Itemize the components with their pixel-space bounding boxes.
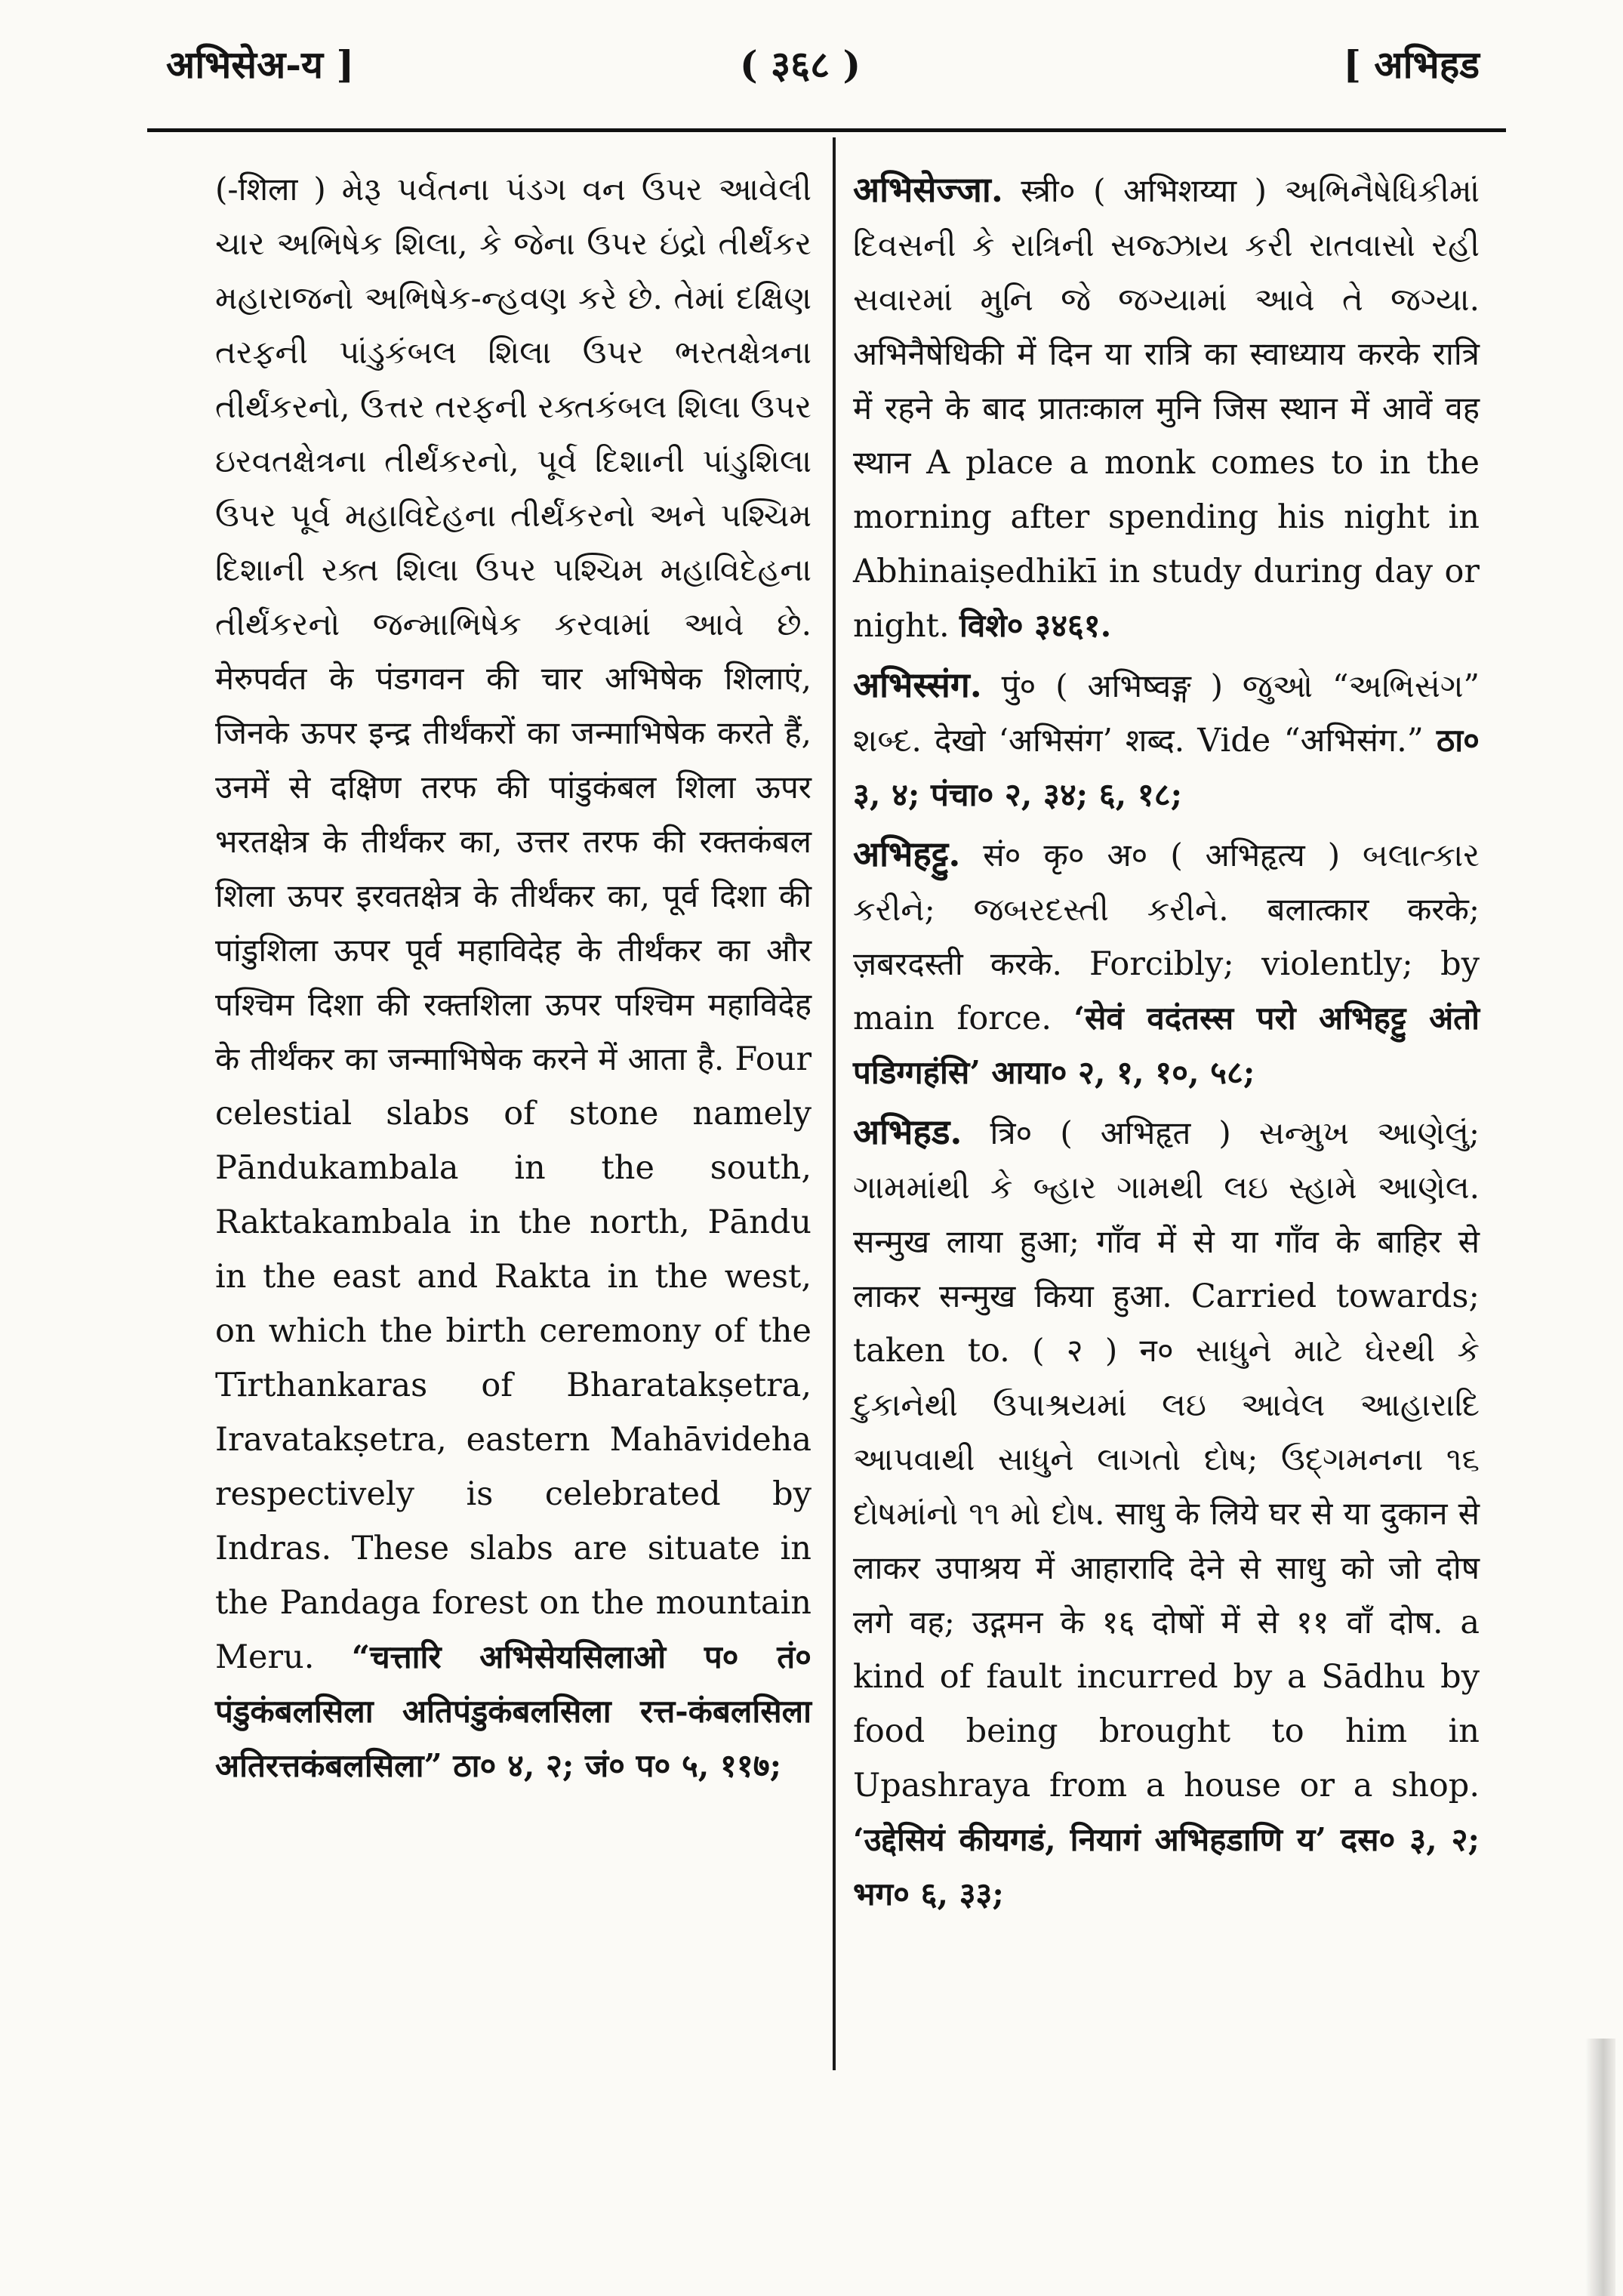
grammar-note: स्त्री० ( अभिशय्या ) xyxy=(1021,172,1267,209)
grammar-note: पुं० ( अभिष्वङ्ग ) xyxy=(1001,667,1224,704)
sense2-gujarati-definition: न० સાધુને માટે ઘેરથી કે દુકાનેથી ઉપાશ્રયમાં લઇ આવેલ આહારાદિ આપવાથી સાધુને લાગતો દોષ; ઉદ્ગમનના ૧૬ દોષમાંનો ૧૧ મો દોષ. xyxy=(853,1332,1480,1532)
entry-continuation xyxy=(215,162,812,1793)
gujarati-definition: અભિનૈષેધિકીમાં દિવસની કે રાત્રિની સજ્ઝાય કરી રાતવાસો રહી સવારમાં મુનિ જે જગ્યામાં આવે તે જગ્યા. xyxy=(853,172,1480,318)
entry-abhissanga xyxy=(853,658,1480,822)
gujarati-definition: સન્મુખ આણેલું; ગામમાંથી કે બ્હાર ગામથી લઇ સ્હામે આણેલ. xyxy=(853,1114,1480,1206)
gujarati-definition: બલાત્કાર કરીને; જબરદસ્તી કરીને. xyxy=(853,837,1480,928)
english-definition: Vide “अभिसंग.” xyxy=(1197,722,1424,760)
page-edge-shadow xyxy=(1585,2039,1615,2296)
header-right-guide-word: [ अभिहड xyxy=(1343,42,1480,87)
sense2-english-definition: a kind of fault incurred by a Sādhu by food being brought to him in Upashraya from a house or a shop. xyxy=(853,1604,1480,1804)
page-number: ( ३६८ ) xyxy=(740,42,861,87)
headword: अभिस्संग. xyxy=(853,664,982,705)
english-definition: Forcibly; violently; by main force. xyxy=(853,945,1480,1037)
english-definition: A place a monk comes to in the morning after spending his night in Abhinaiṣedhikī in study during day or night. xyxy=(853,444,1480,645)
column-divider xyxy=(833,137,836,2070)
page-header xyxy=(166,30,1480,121)
citation: विशे० ३४६१. xyxy=(959,607,1112,644)
citation: ‘सेवं वदंतस्स परो अभिहट्टु अंतो पडिग्गहंसि’ आया० २, १, १०, ५८; xyxy=(853,1000,1480,1091)
citation: “चत्तारि अभिसेयसिलाओ प० तं० पंडुकंबलसिला अतिपंडुकंबलसिला रत्त-कंबलसिला अतिरत्तकंबलसिला” ठा० ४, २; जं० प० ५, ११७; xyxy=(215,1638,812,1784)
hindi-definition: मेरुपर्वत के पंडगवन की चार अभिषेक शिलाएं, जिनके ऊपर इन्द्र तीर्थंकरों का जन्माभिषेक करते हैं, उनमें से दक्षिण तरफ की पांडुकंबल शिला ऊपर भरतक्षेत्र के तीर्थंकर का, उत्तर तरफ की रक्तकंबल शिला ऊपर इरवतक्षेत्र के तीर्थंकर का, पूर्व दिशा की पांडुशिला ऊपर पूर्व महाविदेह के तीर्थंकर का और पश्चिम दिशा की रक्तशिला ऊपर पश्चिम महाविदेह के तीर्थंकर का जन्माभिषेक करने में आता है. xyxy=(215,660,812,1077)
entry-abhisejja xyxy=(853,162,1480,653)
hindi-definition: देखो ‘अभिसंग’ शब्द. xyxy=(934,722,1185,759)
headword: अभिहट्टु. xyxy=(853,834,961,874)
hindi-definition: अभिनैषेधिकी में दिन या रात्रि का स्वाध्याय करके रात्रि में रहने के बाद प्रातःकाल मुनि जिस स्थान में आवें वह स्थान xyxy=(853,335,1480,481)
english-definition: Carried towards; taken to. xyxy=(853,1277,1480,1370)
entry-abhihattu xyxy=(853,827,1480,1100)
headword: अभिहड. xyxy=(853,1111,962,1152)
sense2-hindi-definition: साधु के लिये घर से या दुकान से लाकर उपाश्रय में आहारादि देने से साधु को जो दोष लगे वह; उद्गमन के १६ दोषों में से ११ वाँ दोष. xyxy=(853,1495,1480,1641)
gujarati-definition: (-शिला ) મેરૂ પર્વતના પંડગ વન ઉપર આવેલી ચાર અભિષેક શિલા, કે જેના ઉપર ઇંદ્રો તીર્થંકર મહારાજનો અભિષેક-ન્હવણ કરે છે. તેમાં દક્ષિણ તરફની પાંડુકંબલ શિલા ઉપર ભરતક્ષેત્રના તીર્થંકરનો, ઉત્તર તરફની રક્તકંબલ શિલા ઉપર ઇરવતક્ષેત્રના તીર્થંકરનો, પૂર્વ દિશાની પાંડુશિલા ઉપર પૂર્વ મહાવિદેહના તીર્થંકરનો અને પશ્ચિમ દિશાની રક્ત શિલા ઉપર પશ્ચિમ મહાવિદેહના તીર્થંકરનો જન્માભિષેક કરવામાં આવે છે. xyxy=(215,171,812,643)
english-definition: Four celestial slabs of stone namely Pāndukambala in the south, Raktakambala in the north, Pāndu in the east and Rakta in the west, on which the birth ceremony of the Tīrthankaras of Bharatakṣetra, Iravatakṣetra, eastern Mahāvideha respectively is celebrated by Indras. These slabs are situate in the Pandaga forest on the mountain Meru. xyxy=(215,1040,812,1676)
left-column xyxy=(215,162,812,1798)
sense-number: ( २ ) xyxy=(1032,1332,1118,1369)
citation: ठा० ३, ४; पंचा० २, ३४; ६, १८; xyxy=(853,722,1480,813)
headword: अभिसेज्जा. xyxy=(853,169,1003,210)
header-rule xyxy=(147,128,1506,132)
hindi-definition: सन्मुख लाया हुआ; गाँव में से या गाँव के बाहिर से लाकर सन्मुख किया हुआ. xyxy=(853,1223,1480,1314)
grammar-note: सं० कृ० अ० ( अभिहृत्य ) xyxy=(983,837,1341,874)
header-left-guide-word: अभिसेअ-य ] xyxy=(166,42,355,87)
right-column xyxy=(853,162,1480,1926)
citation: ‘उद्देसियं कीयगडं, नियागं अभिहडाणि य’ दस० ३, २; भग० ६, ३३; xyxy=(853,1821,1480,1912)
hindi-definition: बलात्कार करके; ज़बरदस्ती करके. xyxy=(853,891,1480,982)
entry-abhihada xyxy=(853,1105,1480,1922)
gujarati-definition: જુઓ “અભિસંગ” શબ્દ. xyxy=(853,667,1480,759)
grammar-note: त्रि० ( अभिहृत ) xyxy=(990,1114,1231,1151)
